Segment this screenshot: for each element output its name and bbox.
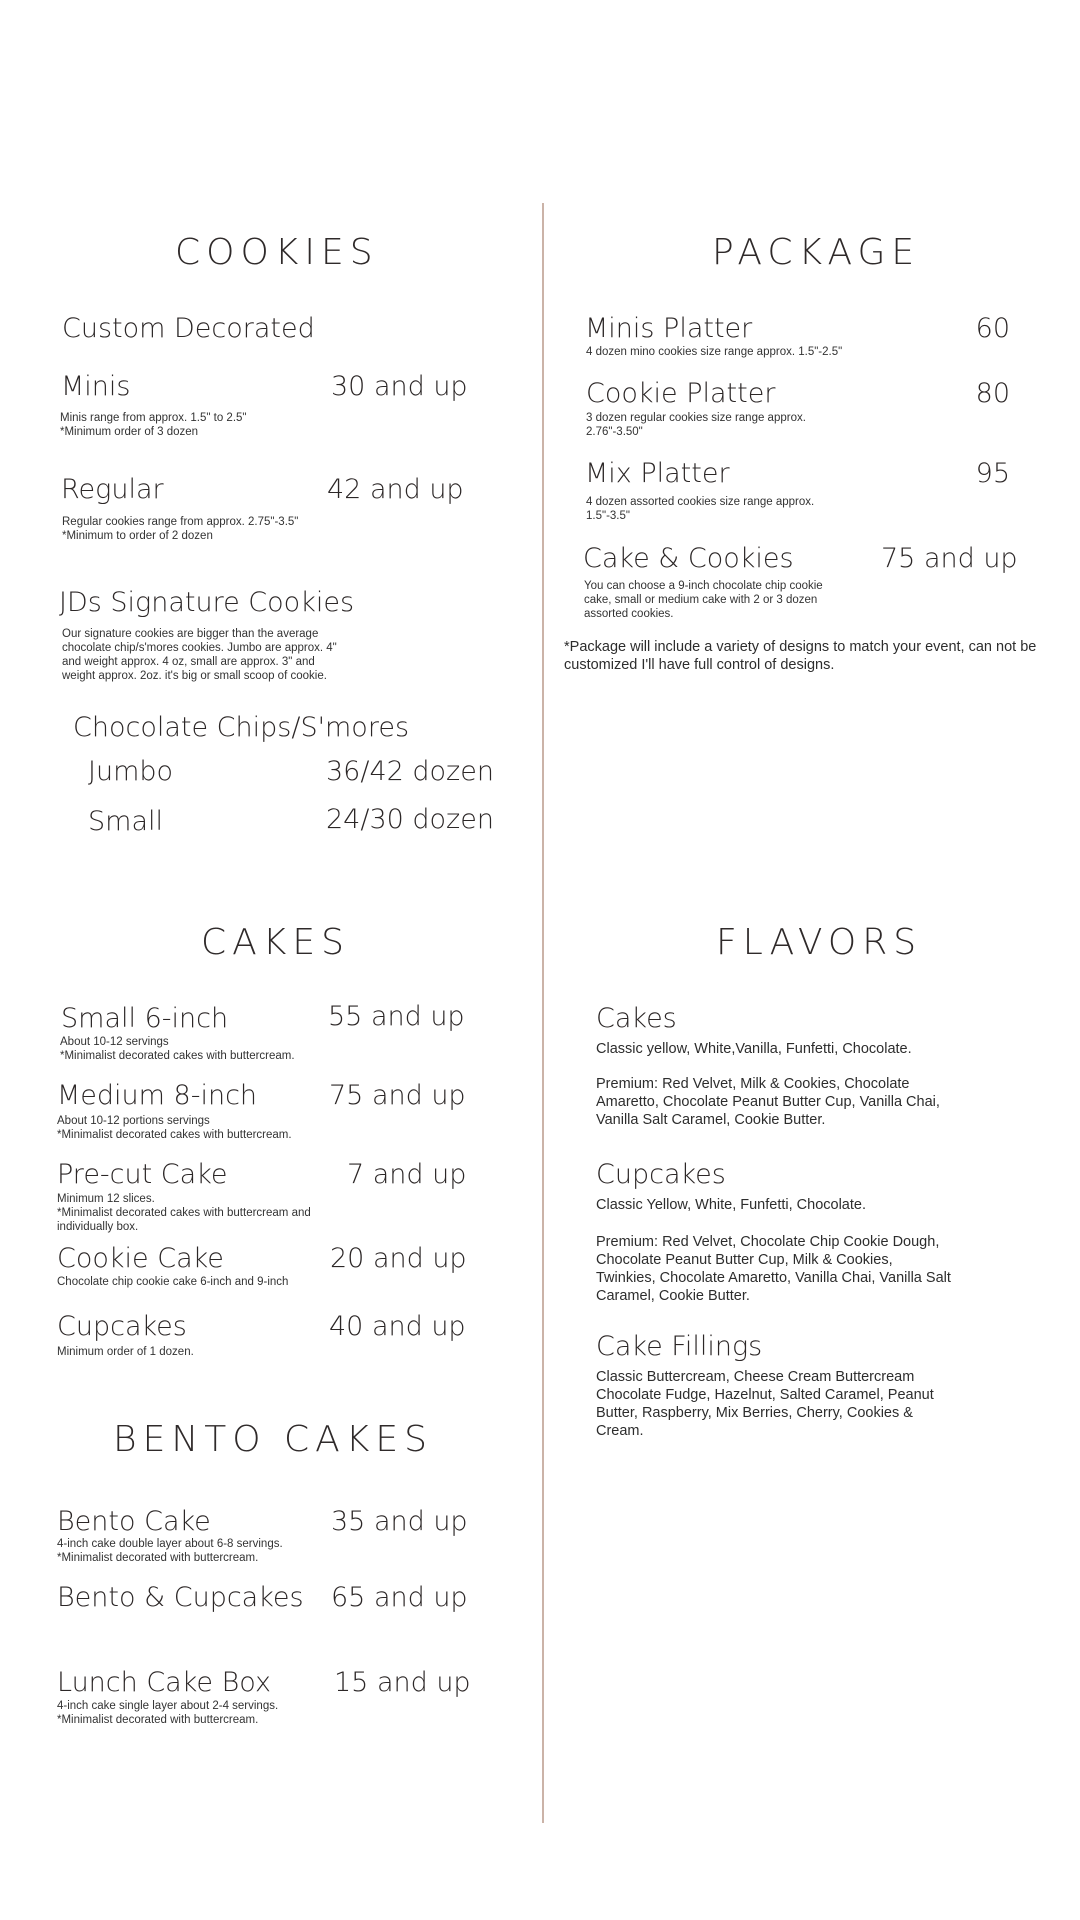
minis-platter-note: 4 dozen mino cookies size range approx. 1.5"-2.5" [586, 346, 843, 358]
flavors-fillings-text: Classic Buttercream, Cheese Cream Buttercream Chocolate Fudge, Hazelnut, Salted Caramel, Peanut Butter, Raspberry, Mix Berries, Cherry, Cookies & Cream. [596, 1369, 934, 1439]
cupcakes-price: 40 and up [329, 1311, 466, 1342]
jumbo-price: 36/42 dozen [326, 756, 494, 787]
mix-platter-name: Mix Platter [585, 458, 730, 489]
bento-cupcakes-price: 65 and up [331, 1582, 468, 1613]
bento-cake-note: 4-inch cake double layer about 6-8 servings. *Minimalist decorated with buttercream. [57, 1538, 283, 1564]
bento-cupcakes-name: Bento & Cupcakes [57, 1582, 304, 1613]
cakes-heading: CAKES [201, 922, 350, 963]
regular-note: Regular cookies range from approx. 2.75"-3.5" *Minimum to order of 2 dozen [62, 516, 299, 542]
minis-price: 30 and up [331, 371, 468, 402]
small-name: Small [88, 806, 163, 837]
chocolate-chips-label: Chocolate Chips/S'mores [73, 712, 410, 743]
small-6-inch-price: 55 and up [328, 1001, 465, 1032]
cookie-platter-name: Cookie Platter [586, 378, 776, 409]
minis-note: Minis range from approx. 1.5" to 2.5" *Minimum order of 3 dozen [60, 412, 247, 438]
cookies-heading: COOKIES [175, 232, 379, 273]
package-footnote: *Package will include a variety of designs to match your event, can not be customized I'll have full control of designs. [564, 639, 1037, 673]
bento-cake-price: 35 and up [331, 1506, 468, 1537]
lunch-cake-box-note: 4-inch cake single layer about 2-4 servings. *Minimalist decorated with buttercream. [57, 1700, 279, 1726]
flavors-cupcakes-classic: Classic Yellow, White, Funfetti, Chocolate. [596, 1197, 866, 1213]
minis-platter-name: Minis Platter [585, 313, 753, 344]
cake-cookies-name: Cake & Cookies [583, 543, 794, 574]
medium-8-inch-note: About 10-12 portions servings *Minimalist decorated cakes with buttercream. [57, 1115, 292, 1141]
pre-cut-cake-price: 7 and up [347, 1159, 467, 1190]
bento-cakes-heading: BENTO CAKES [113, 1419, 433, 1460]
cookie-cake-price: 20 and up [330, 1243, 467, 1274]
bento-cake-name: Bento Cake [57, 1506, 211, 1537]
flavors-cupcakes-premium: Premium: Red Velvet, Chocolate Chip Cookie Dough, Chocolate Peanut Butter Cup, Milk & Cookies, Twinkies, Chocolate Amaretto, Vanilla Chai, Vanilla Salt Caramel, Cookie Butter. [596, 1234, 951, 1304]
regular-name: Regular [61, 474, 164, 505]
small-price: 24/30 dozen [326, 804, 494, 835]
flavors-cakes-title: Cakes [596, 1003, 677, 1034]
cake-cookies-note: You can choose a 9-inch chocolate chip cookie cake, small or medium cake with 2 or 3 dozen assorted cookies. [584, 580, 823, 620]
small-6-inch-note: About 10-12 servings *Minimalist decorated cakes with buttercream. [60, 1036, 295, 1062]
mix-platter-note: 4 dozen assorted cookies size range approx. 1.5"-3.5" [586, 496, 815, 522]
minis-name: Minis [61, 371, 131, 402]
flavors-cupcakes-title: Cupcakes [596, 1159, 726, 1190]
custom-decorated-label: Custom Decorated [62, 313, 315, 344]
flavors-fillings-title: Cake Fillings [596, 1331, 763, 1362]
flavors-cakes-premium: Premium: Red Velvet, Milk & Cookies, Chocolate Amaretto, Chocolate Peanut Butter Cup, Vanilla Chai, Vanilla Salt Caramel, Cookie Butter. [596, 1076, 940, 1128]
small-6-inch-name: Small 6-inch [61, 1003, 229, 1034]
cookie-cake-note: Chocolate chip cookie cake 6-inch and 9-inch [57, 1276, 289, 1288]
lunch-cake-box-price: 15 and up [334, 1667, 471, 1698]
minis-platter-price: 60 [975, 313, 1010, 344]
cookie-platter-note: 3 dozen regular cookies size range approx. 2.76"-3.50" [586, 412, 806, 438]
cupcakes-name: Cupcakes [57, 1311, 187, 1342]
cookie-platter-price: 80 [975, 378, 1010, 409]
package-heading: PACKAGE [712, 232, 921, 273]
medium-8-inch-name: Medium 8-inch [57, 1080, 258, 1111]
flavors-cakes-classic: Classic yellow, White,Vanilla, Funfetti, Chocolate. [596, 1041, 912, 1057]
cake-cookies-price: 75 and up [881, 543, 1018, 574]
cupcakes-note: Minimum order of 1 dozen. [57, 1346, 194, 1358]
medium-8-inch-price: 75 and up [329, 1080, 466, 1111]
pre-cut-cake-name: Pre-cut Cake [57, 1159, 228, 1190]
cookie-cake-name: Cookie Cake [57, 1243, 224, 1274]
lunch-cake-box-name: Lunch Cake Box [57, 1667, 271, 1698]
column-divider [542, 203, 544, 1823]
flavors-heading: FLAVORS [716, 922, 923, 963]
pre-cut-cake-note: Minimum 12 slices. *Minimalist decorated cakes with buttercream and individually box. [57, 1193, 311, 1233]
signature-name: JDs Signature Cookies [59, 587, 355, 618]
mix-platter-price: 95 [975, 458, 1010, 489]
signature-note: Our signature cookies are bigger than the average chocolate chip/s'mores cookies. Jumbo are approx. 4" and weight approx. 4 oz, small are approx. 3" and weight approx. 2oz. it's big or small scoop of cookie. [62, 628, 337, 682]
regular-price: 42 and up [327, 474, 464, 505]
jumbo-name: Jumbo [88, 756, 174, 787]
